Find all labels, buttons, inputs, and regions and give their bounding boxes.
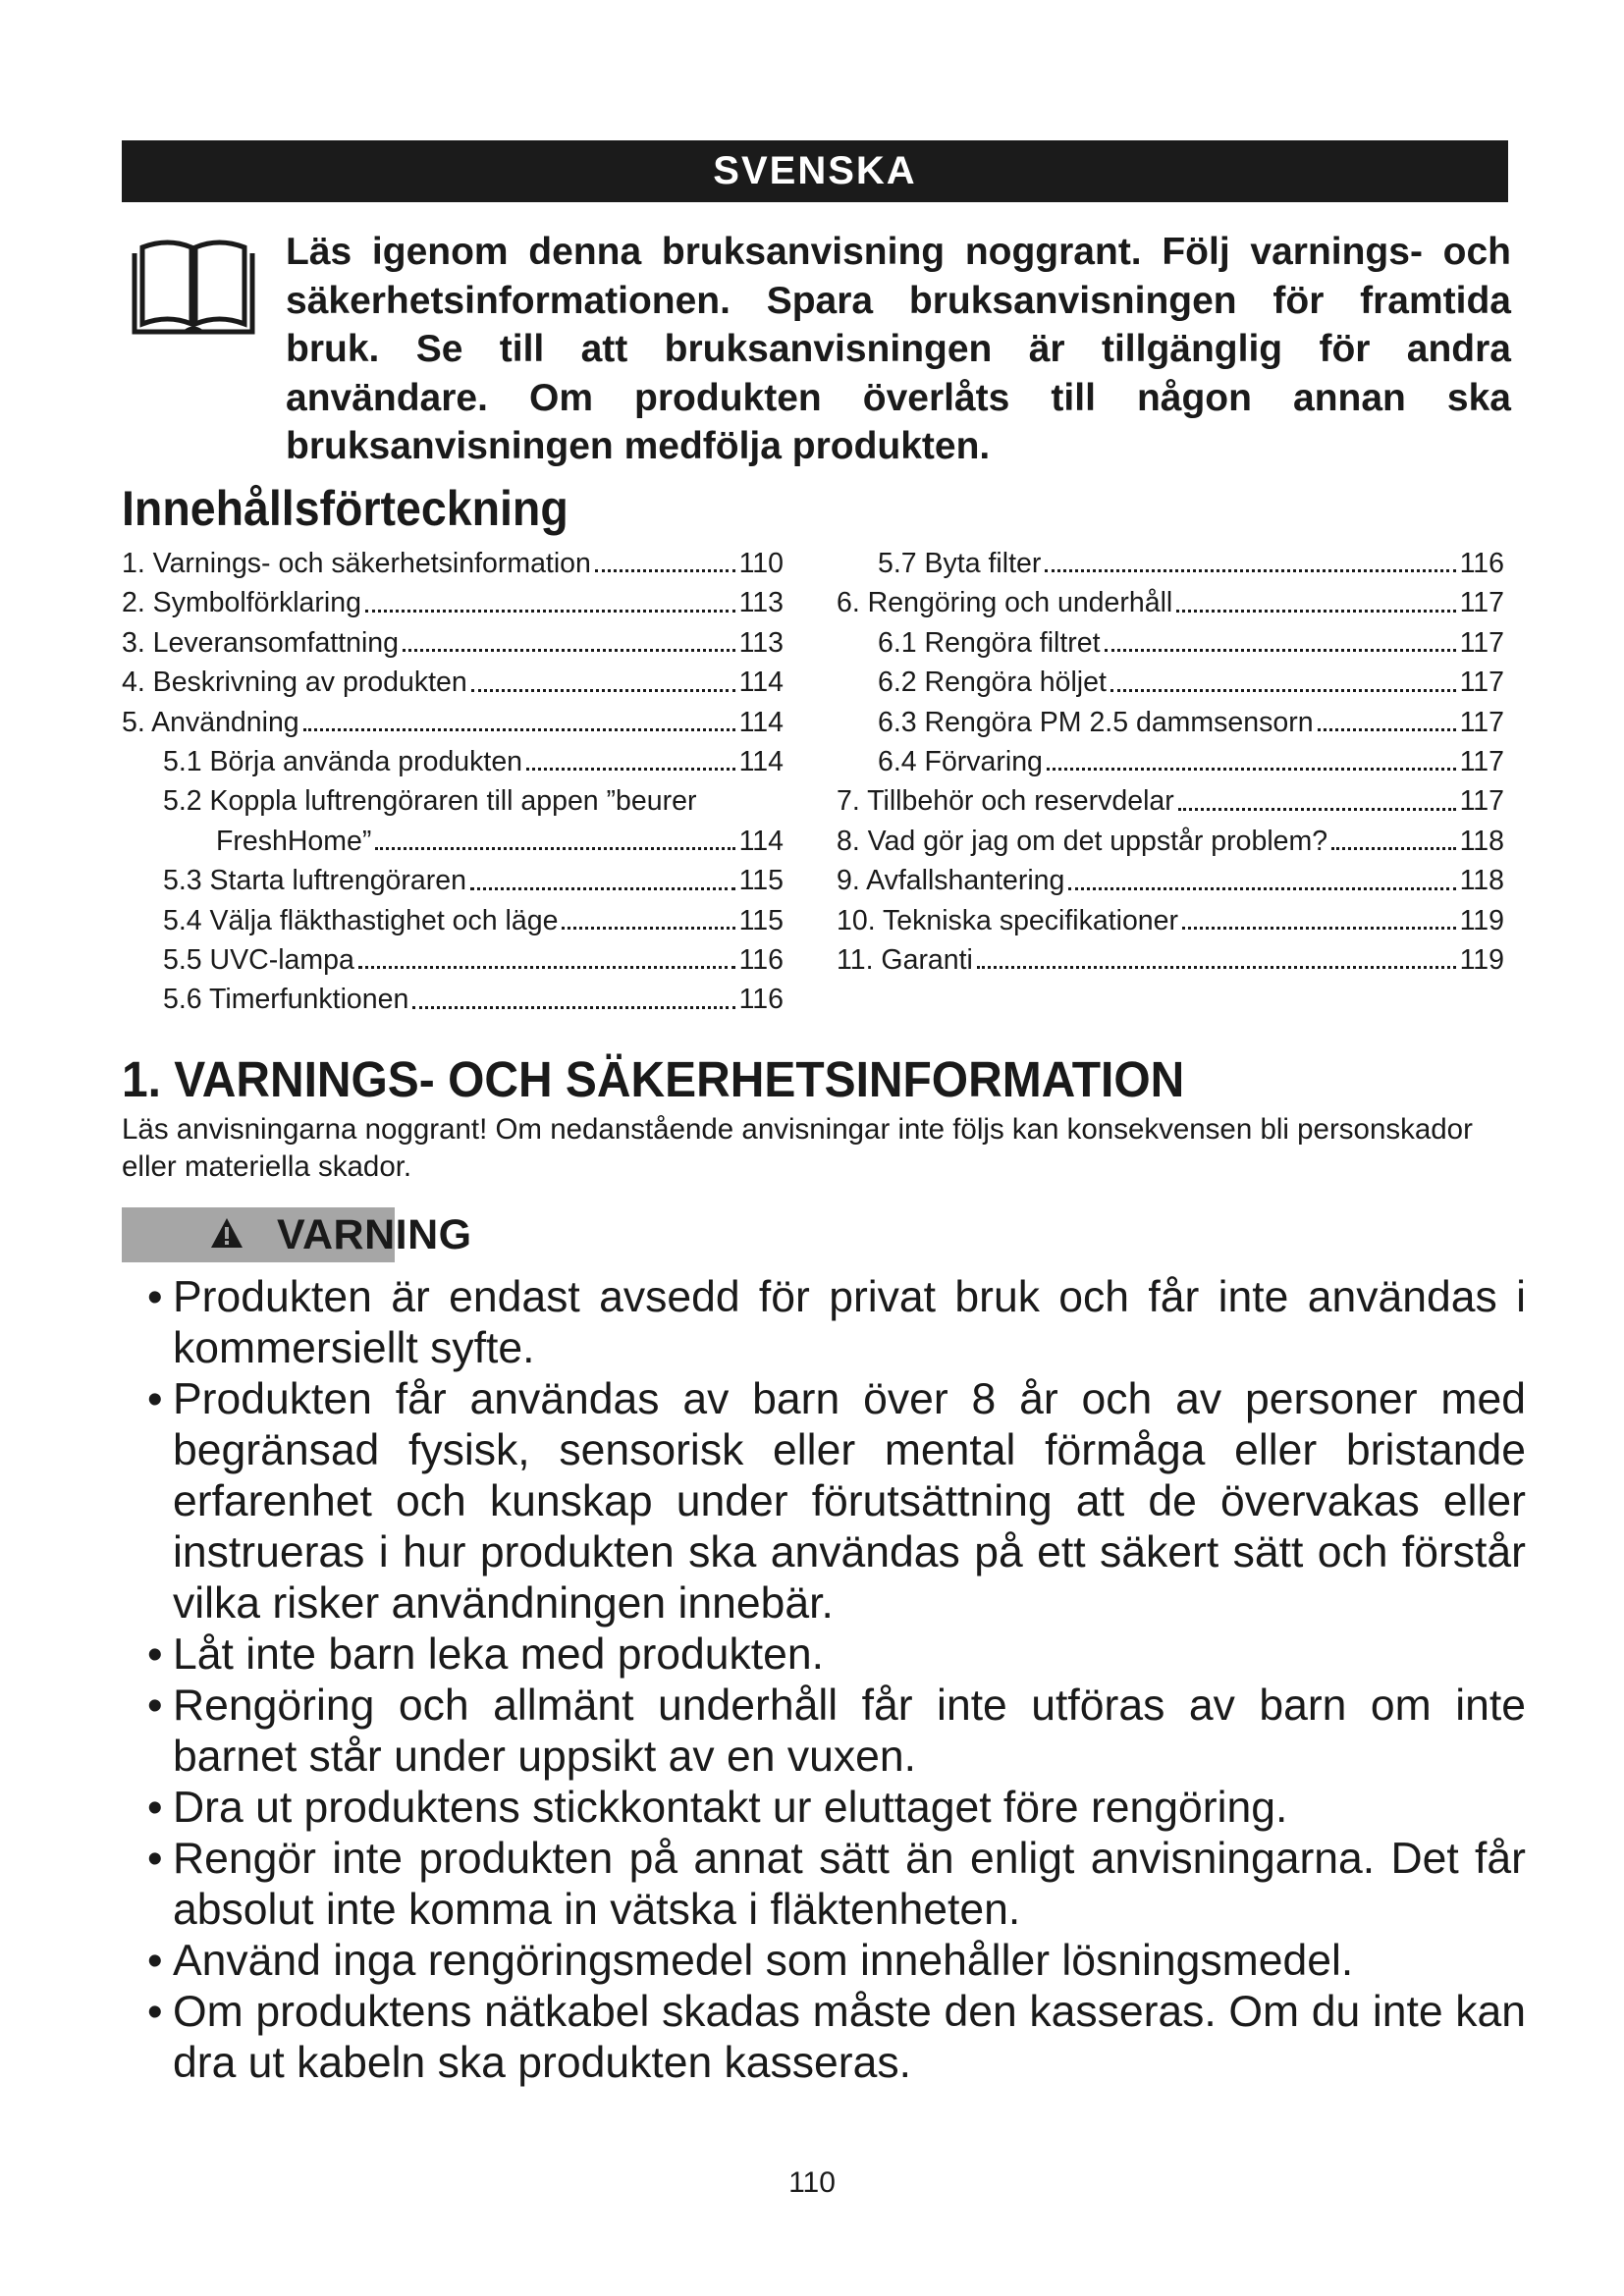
open-book-icon xyxy=(129,234,258,336)
toc-entry[interactable]: 6. Rengöring och underhåll 117 xyxy=(837,587,1504,619)
warning-triangle-icon xyxy=(210,1217,244,1249)
warning-banner xyxy=(122,1207,711,1262)
warning-list xyxy=(122,1272,1526,2089)
toc-entry[interactable]: 6.1 Rengöra filtret 117 xyxy=(878,626,1504,659)
toc-entry[interactable]: 6.3 Rengöra PM 2.5 dammsensorn 117 xyxy=(878,706,1504,738)
toc-title: Innehållsförteckning xyxy=(122,481,568,536)
toc-entry[interactable]: 5.5 UVC-lampa 116 xyxy=(163,943,784,976)
list-item: • Rengör inte produkten på annat sätt än enligt anvisningarna. Det får absolut inte komma in vätska i fläktenheten. xyxy=(147,1835,1526,1934)
warning-label: VARNING xyxy=(277,1211,472,1258)
toc-entry[interactable]: 5.6 Timerfunktionen 116 xyxy=(163,984,784,1016)
list-item: • Produkten är endast avsedd för privat bruk och får inte användas i kommersiellt syfte. xyxy=(147,1273,1526,1372)
toc-entry[interactable]: 4. Beskrivning av produkten 114 xyxy=(122,667,784,699)
toc-entry[interactable]: 2. Symbolförklaring 113 xyxy=(122,587,784,619)
toc-entry[interactable]: 5.4 Välja fläkthastighet och läge 115 xyxy=(163,904,784,936)
language-header-bar xyxy=(122,140,1508,202)
list-item: • Produkten får användas av barn över 8 år och av personer med begränsad fysisk, sensorisk eller mental förmåga eller bristande erfarenhet och kunskap under förutsättning att de övervakas eller instrueras i hur produkten ska användas på ett säkert sätt och förstår vilka risker användningen innebär. xyxy=(147,1375,1526,1628)
page-number: 110 xyxy=(788,2166,836,2199)
toc-entry[interactable]: 11. Garanti 119 xyxy=(837,943,1504,976)
toc-entry[interactable]: 10. Tekniska specifikationer 119 xyxy=(837,904,1504,936)
toc-entry[interactable]: 1. Varnings- och säkerhetsinformation 110 xyxy=(122,548,784,579)
toc-entry[interactable]: 8. Vad gör jag om det uppstår problem? 118 xyxy=(837,825,1504,857)
toc-entry[interactable]: 7. Tillbehör och reservdelar 117 xyxy=(837,785,1504,818)
list-item: • Använd inga rengöringsmedel som innehåller lösningsmedel. xyxy=(147,1937,1354,1985)
list-item: • Om produktens nätkabel skadas måste den kasseras. Om du inte kan dra ut kabeln ska produkten kasseras. xyxy=(147,1988,1526,2087)
toc-entry[interactable]: 5.7 Byta filter 116 xyxy=(878,548,1504,579)
toc-entry-continued[interactable]: FreshHome” 114 xyxy=(216,825,784,857)
toc-right-column xyxy=(837,544,1504,980)
toc-entry[interactable]: 3. Leveransomfattning 113 xyxy=(122,626,784,659)
section-intro-text: Läs anvisningarna noggrant! Om nedanstående anvisningar inte följs kan konsekvensen bli personskador eller materiella skador. xyxy=(122,1113,1473,1183)
language-label: SVENSKA xyxy=(713,149,917,192)
toc-entry[interactable]: 6.4 Förvaring 117 xyxy=(878,745,1504,777)
intro-notice: Läs igenom denna bruksanvisning noggrant. Följ varnings- och säkerhetsinformationen. Spara bruksanvisningen för framtida bruk. Se till att bruksanvisningen är tillgänglig för andra användare. Om produkten överlåts till någon annan ska bruksanvisningen medfölja produkten. xyxy=(286,231,1511,467)
section-heading: 1. VARNINGS- OCH SÄKERHETSINFORMATION xyxy=(122,1051,1185,1107)
list-item: • Rengöring och allmänt underhåll får inte utföras av barn om inte barnet står under uppsikt av en vuxen. xyxy=(147,1682,1526,1781)
toc-entry[interactable]: 5.1 Börja använda produkten 114 xyxy=(163,745,784,777)
list-item: • Dra ut produktens stickkontakt ur eluttaget före rengöring. xyxy=(147,1784,1288,1832)
toc-entry[interactable]: 5.3 Starta luftrengöraren 115 xyxy=(163,865,784,897)
toc-left-column xyxy=(122,544,784,1020)
toc-entry[interactable]: 5.2 Koppla luftrengöraren till appen ”beurer xyxy=(163,785,697,818)
toc-entry[interactable]: 6.2 Rengöra höljet 117 xyxy=(878,667,1504,699)
toc-entry[interactable]: 5. Användning 114 xyxy=(122,706,784,738)
toc-entry[interactable]: 9. Avfallshantering 118 xyxy=(837,865,1504,897)
list-item: • Låt inte barn leka med produkten. xyxy=(147,1630,824,1679)
